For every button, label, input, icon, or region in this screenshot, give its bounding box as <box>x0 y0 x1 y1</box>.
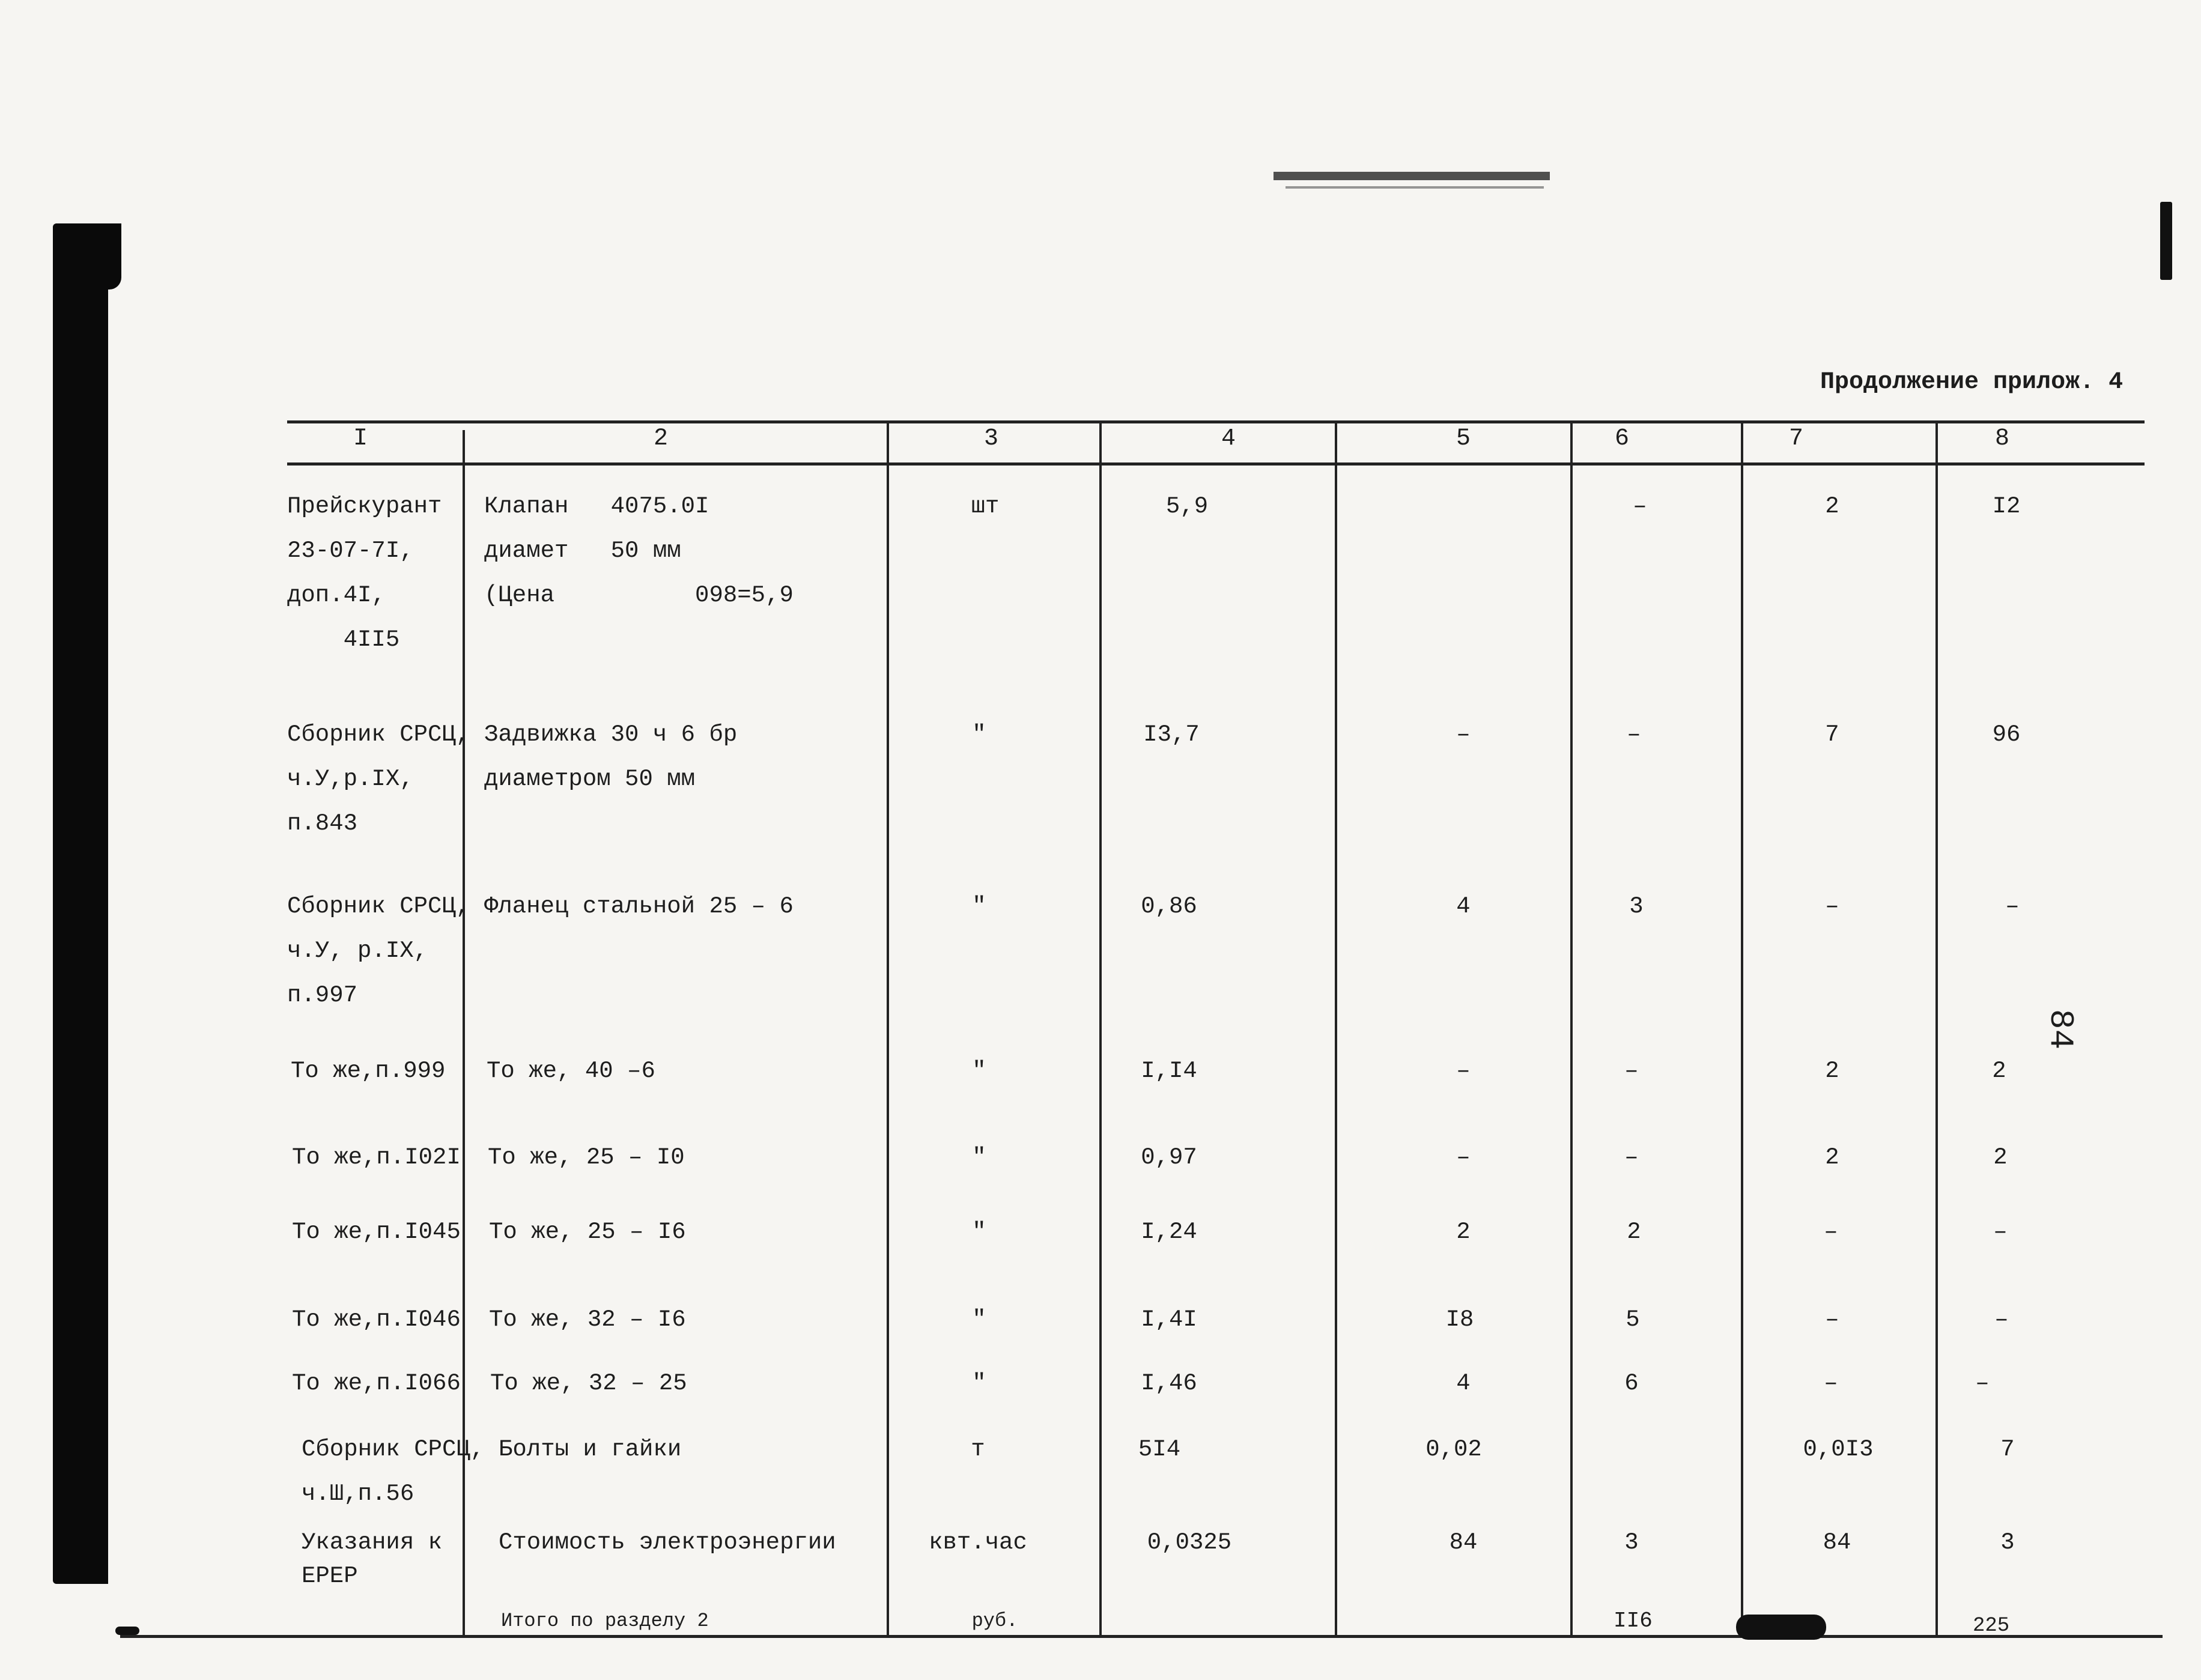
row-4-item: То же, 25 – I0 <box>488 1144 685 1171</box>
table-header-rule <box>287 462 2145 465</box>
row-2-col6: 3 <box>1629 893 1644 920</box>
row-9-col5: 84 <box>1449 1529 1478 1556</box>
row-5-col5: 2 <box>1456 1219 1471 1245</box>
row-1-source: Сборник СРСЦ, ч.У,р.IX, п.843 <box>287 721 470 837</box>
column-number-7: 7 <box>1788 425 1804 452</box>
row-7-col5: 4 <box>1456 1370 1471 1396</box>
column-divider-6 <box>1741 420 1743 1637</box>
row-8-col8: 7 <box>2000 1436 2015 1463</box>
row-6-col6: 5 <box>1626 1306 1640 1333</box>
page-number: 84 <box>2041 1009 2080 1050</box>
scan-artifact-right <box>2160 202 2172 280</box>
row-1-col8: 96 <box>1992 721 2021 748</box>
row-3-unit: " <box>972 1058 986 1084</box>
row-3-source: То же,п.999 <box>291 1058 446 1084</box>
row-1-col5: – <box>1456 721 1471 748</box>
row-7-source: То же,п.I066 <box>292 1370 461 1396</box>
row-8-col4: 5I4 <box>1138 1436 1181 1463</box>
row-4-col8: 2 <box>1993 1144 2008 1171</box>
row-9-col4: 0,0325 <box>1147 1529 1232 1556</box>
row-3-col4: I,I4 <box>1141 1058 1197 1084</box>
row-9-col6: 3 <box>1624 1529 1639 1556</box>
row-6-col8: – <box>1994 1306 2009 1333</box>
row-2-col8: – <box>2005 893 2020 920</box>
row-5-col6: 2 <box>1627 1219 1641 1245</box>
total-unit: руб. <box>971 1610 1018 1632</box>
row-2-col4: 0,86 <box>1141 893 1197 920</box>
row-1-col6: – <box>1627 721 1641 748</box>
row-6-col4: I,4I <box>1141 1306 1197 1333</box>
scan-artifact-top-thin <box>1286 186 1544 189</box>
column-divider-4 <box>1335 420 1337 1637</box>
row-0-unit: шт <box>971 493 1000 520</box>
row-9-item: Стоимость электроэнергии <box>499 1529 836 1556</box>
total-col8: 225 <box>1973 1615 2010 1637</box>
column-number-6: 6 <box>1614 425 1630 452</box>
row-5-col7: – <box>1824 1219 1838 1245</box>
row-4-col4: 0,97 <box>1141 1144 1197 1171</box>
row-7-item: То же, 32 – 25 <box>490 1370 687 1396</box>
column-divider-2 <box>887 420 889 1637</box>
row-5-source: То же,п.I045 <box>292 1219 461 1245</box>
column-number-5: 5 <box>1456 425 1471 452</box>
row-7-col8: – <box>1975 1370 1990 1396</box>
row-4-col6: – <box>1624 1144 1639 1171</box>
row-5-col8: – <box>1993 1219 2008 1245</box>
table-top-rule <box>287 420 2145 423</box>
row-9-unit: квт.час <box>929 1529 1027 1556</box>
row-1-col4: I3,7 <box>1143 721 1200 748</box>
row-4-source: То же,п.I02I <box>292 1144 461 1171</box>
row-0-source: Прейскурант 23-07-7I, доп.4I, 4II5 <box>287 493 442 653</box>
row-2-source: Сборник СРСЦ, ч.У, р.IX, п.997 <box>287 893 470 1008</box>
ink-blot <box>1736 1615 1826 1640</box>
row-2-col7: – <box>1825 893 1839 920</box>
row-6-source: То же,п.I046 <box>292 1306 461 1333</box>
row-4-col5: – <box>1456 1144 1471 1171</box>
row-5-item: То же, 25 – I6 <box>489 1219 686 1245</box>
row-8-col5: 0,02 <box>1425 1436 1482 1463</box>
row-2-item: Фланец стальной 25 – 6 <box>484 893 794 920</box>
table-bottom-rule <box>120 1635 2163 1638</box>
column-number-1: I <box>353 425 368 452</box>
row-7-col6: 6 <box>1624 1370 1639 1396</box>
column-divider-5 <box>1570 420 1573 1637</box>
column-number-2: 2 <box>653 425 669 452</box>
row-4-unit: " <box>972 1144 986 1171</box>
row-3-col6: – <box>1624 1058 1639 1084</box>
scan-artifact-bottom <box>115 1627 139 1635</box>
row-6-col5: I8 <box>1445 1306 1474 1333</box>
column-divider-7 <box>1935 420 1938 1637</box>
row-8-col7: 0,0I3 <box>1803 1436 1874 1463</box>
row-8-source: Сборник СРСЦ, ч.Ш,п.56 <box>302 1436 485 1507</box>
column-divider-3 <box>1099 420 1102 1637</box>
column-number-3: 3 <box>983 425 999 452</box>
column-number-4: 4 <box>1221 425 1236 452</box>
scan-artifact-top <box>1274 172 1550 180</box>
row-4-col7: 2 <box>1825 1144 1839 1171</box>
total-label: Итого по разделу 2 <box>501 1610 709 1632</box>
row-3-item: То же, 40 –6 <box>487 1058 655 1084</box>
column-number-8: 8 <box>1994 425 2010 452</box>
row-1-col7: 7 <box>1825 721 1839 748</box>
row-5-unit: " <box>972 1219 986 1245</box>
row-3-col8: 2 <box>1992 1058 2006 1084</box>
row-0-item: Клапан 4075.0I диамет 50 мм (Цена 098=5,9 <box>484 493 794 608</box>
row-8-item: Болты и гайки <box>499 1436 682 1463</box>
row-0-col7: 2 <box>1825 493 1839 520</box>
row-6-item: То же, 32 – I6 <box>489 1306 686 1333</box>
row-5-col4: I,24 <box>1141 1219 1197 1245</box>
scan-edge-shadow <box>53 223 108 1584</box>
row-0-col6: – <box>1633 493 1647 520</box>
row-8-unit: т <box>971 1436 985 1463</box>
row-6-col7: – <box>1825 1306 1839 1333</box>
row-0-col8: I2 <box>1992 493 2021 520</box>
row-2-unit: " <box>972 893 986 920</box>
row-3-col7: 2 <box>1825 1058 1839 1084</box>
row-7-col4: I,46 <box>1141 1370 1197 1396</box>
row-3-col5: – <box>1456 1058 1471 1084</box>
row-6-unit: " <box>972 1306 986 1333</box>
row-9-col8: 3 <box>2000 1529 2015 1556</box>
total-col6: II6 <box>1614 1609 1653 1633</box>
row-7-unit: " <box>972 1370 986 1396</box>
row-0-col4: 5,9 <box>1165 493 1209 520</box>
appendix-continuation-note: Продолжение прилож. 4 <box>1820 369 2124 396</box>
row-2-col5: 4 <box>1456 893 1471 920</box>
row-9-col7: 84 <box>1823 1529 1851 1556</box>
row-7-col7: – <box>1824 1370 1838 1396</box>
row-1-unit: " <box>972 721 986 748</box>
row-1-item: Задвижка 30 ч 6 бр диаметром 50 мм <box>484 721 738 792</box>
row-9-source: Указания к ЕРЕР <box>302 1529 443 1589</box>
